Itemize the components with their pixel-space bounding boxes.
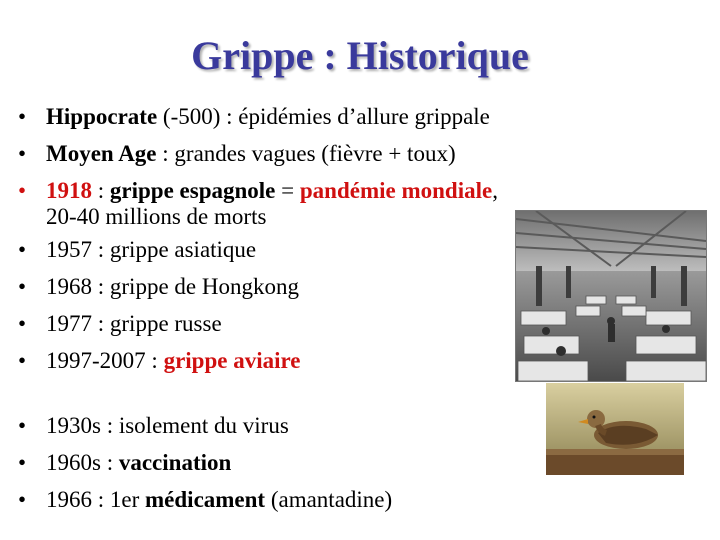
grippe-aviaire: grippe aviaire — [163, 348, 301, 373]
list-item — [18, 444, 538, 481]
bullet: • — [18, 178, 27, 203]
list-item — [18, 481, 538, 518]
item-text: 1960s : — [46, 450, 119, 475]
list-item — [18, 135, 658, 172]
list-item — [18, 407, 538, 444]
bullet: • — [18, 237, 27, 262]
hippocrate-label: Hippocrate — [46, 104, 158, 129]
item-text: 1930s : isolement du virus — [46, 413, 289, 438]
item-text: (amantadine) — [265, 487, 393, 512]
bullet: • — [18, 450, 27, 475]
slide-title: Grippe : Historique — [191, 33, 529, 78]
item-text: 1977 : grippe russe — [46, 311, 222, 336]
vaccination-label: vaccination — [118, 450, 232, 475]
pandemie-mondiale: pandémie mondiale — [299, 178, 493, 203]
moyen-age-label: Moyen Age — [46, 141, 157, 166]
item-text: : — [92, 178, 110, 203]
milestones-list — [18, 407, 538, 518]
year-1918: 1918 — [46, 178, 92, 203]
medicament-label: médicament — [145, 487, 266, 512]
list-item — [18, 98, 658, 135]
bullet: • — [18, 104, 27, 129]
bullet: • — [18, 274, 27, 299]
item-text: 1968 : grippe de Hongkong — [46, 274, 299, 299]
bullet: • — [18, 487, 27, 512]
hospital-ward-photo — [515, 210, 707, 382]
bullet: • — [18, 311, 27, 336]
item-text: (-500) : épidémies d’allure grippale — [157, 104, 490, 129]
bullet: • — [18, 348, 27, 373]
duck-photo — [546, 383, 684, 475]
item-text: 1957 : grippe asiatique — [46, 237, 257, 262]
item-text: 1997-2007 : — [46, 348, 164, 373]
deaths-line: 20-40 millions de morts — [46, 204, 267, 229]
item-text: 1966 : 1er — [46, 487, 146, 512]
bullet: • — [18, 141, 27, 166]
grippe-espagnole: grippe espagnole — [109, 178, 276, 203]
item-text: , — [492, 178, 498, 203]
item-text: : grandes vagues (fièvre + toux) — [156, 141, 456, 166]
item-text: = — [275, 178, 300, 203]
bullet: • — [18, 413, 27, 438]
